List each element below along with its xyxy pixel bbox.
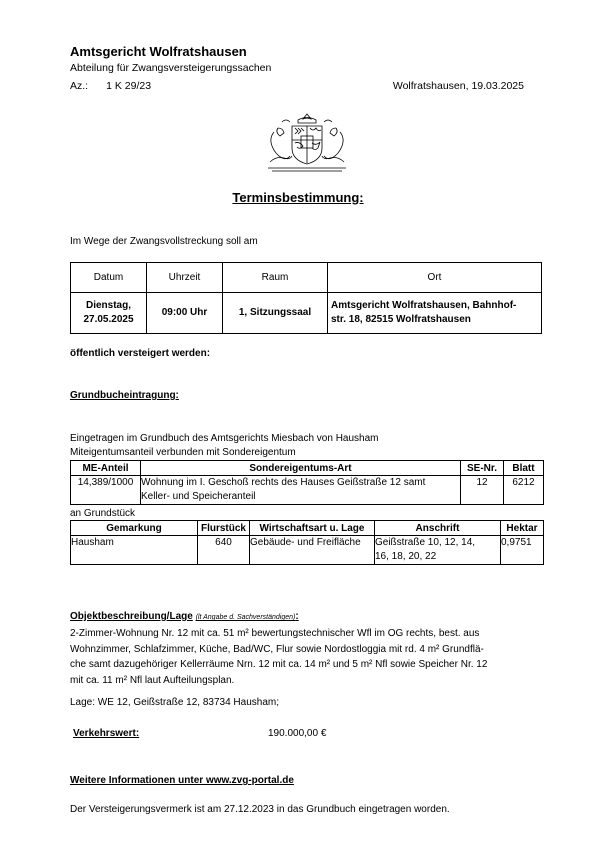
- unit-table: [70, 460, 544, 505]
- place-date: Wolfratshausen, 19.03.2025: [392, 80, 524, 92]
- header-se-nr: SE-Nr.: [461, 461, 504, 476]
- auction-place: Amtsgericht Wolfratshausen, Bahnhof- str. 18, 82515 Wolfratshausen: [328, 293, 542, 334]
- table-header-row: [71, 521, 544, 536]
- object-location: Lage: WE 12, Geißstraße 12, 83734 Hausham;: [70, 697, 279, 708]
- ownership-type-text: Miteigentumsanteil verbunden mit Sondereigentum: [70, 447, 296, 458]
- parcel-address: Geißstraße 10, 12, 14, 16, 18, 20, 22: [375, 536, 501, 565]
- parcel-hectare: 0,9751: [501, 536, 544, 565]
- az-number: 1 K 29/23: [106, 80, 152, 92]
- page-title: Terminsbestimmung:: [232, 190, 364, 205]
- intro-text: Im Wege der Zwangsvollstreckung soll am: [70, 236, 258, 247]
- header-hectare: Hektar: [501, 521, 544, 536]
- register-note: Der Versteigerungsvermerk ist am 27.12.2023 in das Grundbuch eingetragen worden.: [70, 804, 450, 815]
- market-value-amount: 190.000,00 €: [268, 728, 327, 739]
- table-row: [71, 293, 542, 334]
- table-header-row: [71, 263, 542, 293]
- header-sheet: Blatt: [504, 461, 544, 476]
- object-heading-label: Objektbeschreibung/Lage: [70, 611, 193, 622]
- parcel-use: Gebäude- und Freifläche: [250, 536, 375, 565]
- unit-share: 14,389/1000: [71, 476, 141, 505]
- unit-type: Wohnung im I. Geschoß rechts des Hauses Geißstraße 12 samt Keller- und Speicheranteil: [141, 476, 461, 505]
- case-number: [70, 80, 151, 92]
- object-heading-note: (lt Angabe d. Sachverständigen): [195, 614, 296, 621]
- auction-date: Dienstag, 27.05.2025: [71, 293, 147, 334]
- header-room: Raum: [223, 263, 328, 293]
- market-value-label: Verkehrswert:: [73, 728, 140, 739]
- header-place: Ort: [328, 263, 542, 293]
- auction-statement: öffentlich versteigert werden:: [70, 348, 211, 359]
- header-date: Datum: [71, 263, 147, 293]
- unit-sheet: 6212: [504, 476, 544, 505]
- more-info-link[interactable]: Weitere Informationen unter www.zvg-portal.de: [70, 775, 294, 786]
- object-description: 2-Zimmer-Wohnung Nr. 12 mit ca. 51 m² bewertungstechnischer Wfl im OG rechts, best. aus Wohnzimmer, Schlafzimmer, Küche, Bad/WC, Flur sowie Nordostloggia mit rd. 4 m² Grundflä- che samt dazugehöriger Kellerräume Nrn. 12 mit ca. 14 m² und 5 m² Nfl sowie Speicher Nr. 12 mit ca. 11 m² Nfl laut Aufteilungsplan.: [70, 628, 488, 686]
- department: Abteilung für Zwangsversteigerungssachen: [70, 62, 272, 74]
- table-row: [71, 536, 544, 565]
- header-district: Gemarkung: [71, 521, 198, 536]
- header-address: Anschrift: [375, 521, 501, 536]
- object-heading: Objektbeschreibung/Lage (lt Angabe d. Sachverständigen):: [70, 611, 299, 622]
- header-parcel: Flurstück: [198, 521, 250, 536]
- header-time: Uhrzeit: [147, 263, 223, 293]
- land-register-heading: Grundbucheintragung:: [70, 390, 179, 401]
- header-unit-type: Sondereigentums-Art: [141, 461, 461, 476]
- header-share: ME-Anteil: [71, 461, 141, 476]
- unit-se-nr: 12: [461, 476, 504, 505]
- parcel-table: [70, 520, 544, 565]
- auction-time: 09:00 Uhr: [147, 293, 223, 334]
- parcel-intro: an Grundstück: [70, 508, 136, 519]
- header-use: Wirtschaftsart u. Lage: [250, 521, 375, 536]
- table-row: [71, 476, 544, 505]
- land-register-text: Eingetragen im Grundbuch des Amtsgerichts Miesbach von Hausham: [70, 433, 379, 444]
- court-name: Amtsgericht Wolfratshausen: [70, 44, 247, 59]
- schedule-table: [70, 262, 542, 334]
- az-label: Az.:: [70, 80, 89, 92]
- table-header-row: [71, 461, 544, 476]
- bavarian-coat-of-arms-icon: [262, 112, 352, 174]
- parcel-number: 640: [198, 536, 250, 565]
- auction-room: 1, Sitzungssaal: [223, 293, 328, 334]
- parcel-district: Hausham: [71, 536, 198, 565]
